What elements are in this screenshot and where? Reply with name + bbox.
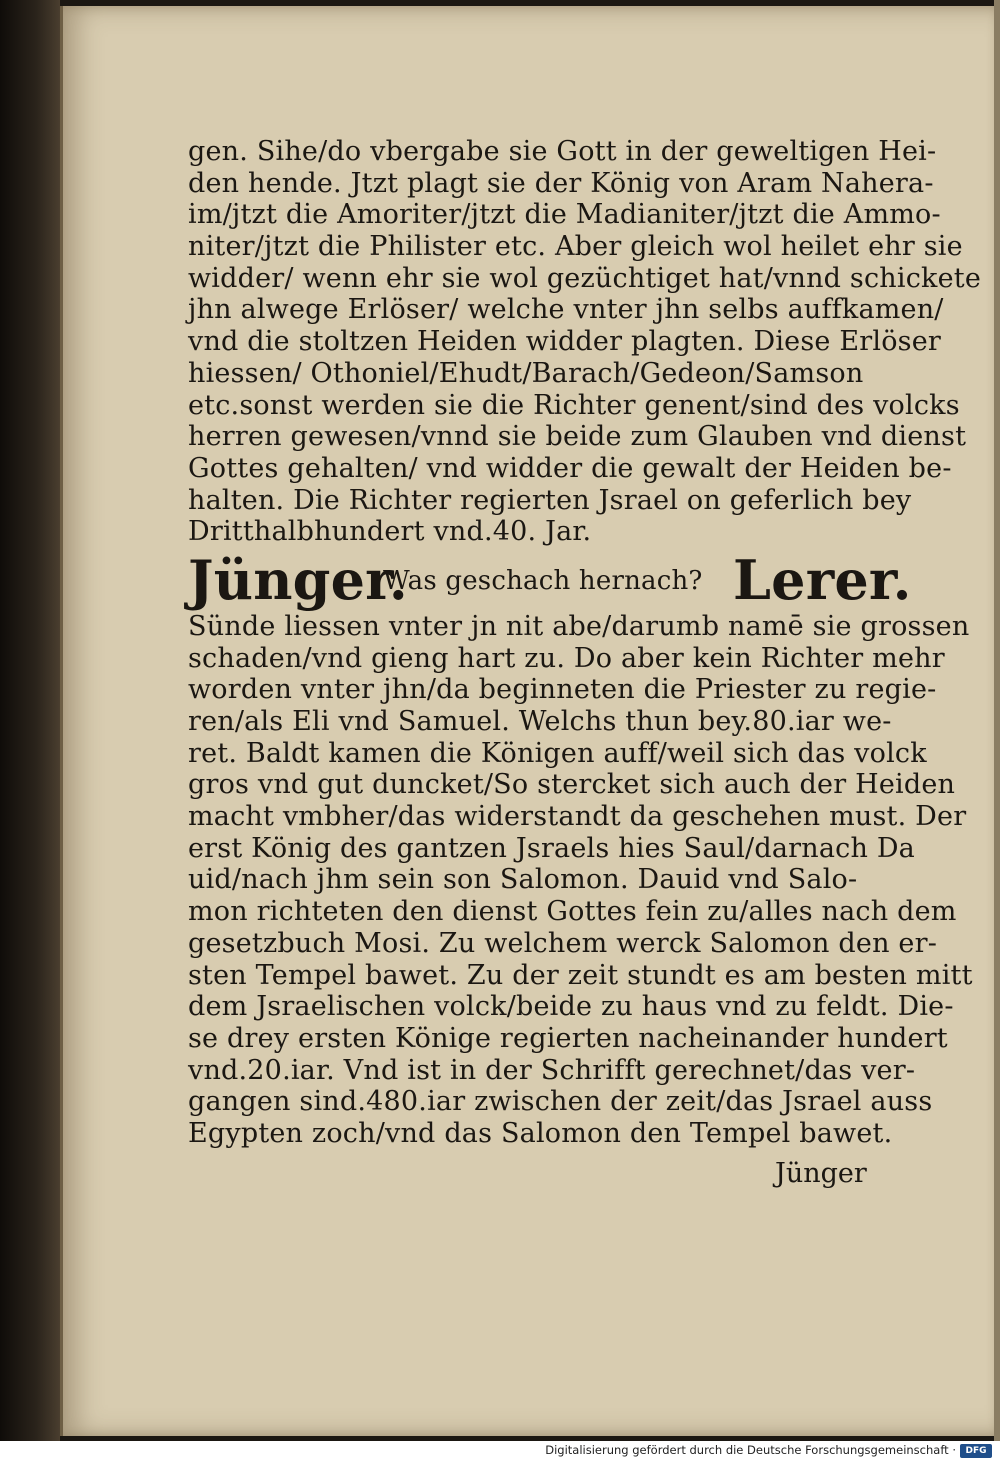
footer-bar — [0, 1441, 1000, 1461]
text-line: gesetzbuch Mosi. Zu welchem werck Salomon den er- — [188, 927, 938, 959]
text-line: jhn alwege Erlöser/ welche vnter jhn selbs auffkamen/ — [188, 294, 944, 326]
text-line: Dritthalbhundert vnd.40. Jar. — [188, 516, 592, 548]
text-line: mon richteten den dienst Gottes fein zu/alles nach dem — [188, 896, 957, 928]
text-line: herren gewesen/vnnd sie beide zum Glauben vnd dienst — [188, 421, 967, 453]
text-line: ret. Baldt kamen die Königen auff/weil sich das volck — [188, 737, 927, 769]
text-line: macht vmbher/das widerstandt da geschehen must. Der — [188, 801, 967, 833]
question-text: Was geschach hernach? — [383, 565, 703, 596]
text-line: sten Tempel bawet. Zu der zeit stundt es am besten mitt — [188, 959, 973, 991]
text-line: se drey ersten Könige regierten nacheinander hundert — [188, 1022, 948, 1054]
catchword: Jünger — [775, 1158, 867, 1189]
text-line: dem Jsraelischen volck/beide zu haus vnd zu feldt. Die- — [188, 991, 954, 1023]
text-line: gangen sind.480.iar zwischen der zeit/das Jsrael auss — [188, 1086, 933, 1118]
paragraph-top — [188, 136, 982, 548]
text-line: schaden/vnd gieng hart zu. Do aber kein Richter mehr — [188, 642, 945, 674]
text-line: gen. Sihe/do vbergabe sie Gott in der geweltigen Hei- — [188, 136, 937, 167]
text-line: vnd.20.iar. Vnd ist in der Schrifft gerechnet/das ver- — [188, 1054, 916, 1086]
text-line: Egypten zoch/vnd das Salomon den Tempel bawet. — [188, 1117, 893, 1149]
text-line: etc.sonst werden sie die Richter genent/sind des volcks — [188, 389, 960, 421]
text-line: den hende. Jtzt plagt sie der König von Aram Nahera- — [188, 167, 934, 199]
page-text — [188, 136, 982, 1150]
speaker-teacher: Lerer. — [733, 547, 912, 612]
text-line: niter/jtzt die Philister etc. Aber gleich wol heilet ehr sie — [188, 231, 963, 263]
dfg-logo[interactable]: DFG — [960, 1444, 992, 1458]
speaker-disciple: Jünger. — [188, 547, 408, 612]
text-line: worden vnter jhn/da beginneten die Priester zu regie- — [188, 674, 937, 706]
funding-credit: Digitalisierung gefördert durch die Deutsche Forschungsgemeinschaft · — [545, 1443, 956, 1457]
text-line: halten. Die Richter regierten Jsrael on geferlich bey — [188, 484, 912, 516]
text-line: im/jtzt die Amoriter/jtzt die Madianiter/jtzt die Ammo- — [188, 199, 941, 231]
text-line: widder/ wenn ehr sie wol gezüchtiget hat/vnnd schickete — [188, 262, 982, 294]
paragraph-bottom — [188, 610, 973, 1150]
text-line: Sünde liessen vnter jn nit abe/darumb namē sie grossen — [188, 610, 970, 642]
page-edge — [994, 0, 1000, 1441]
dialogue-heading — [188, 547, 912, 612]
text-line: hiessen/ Othoniel/Ehudt/Barach/Gedeon/Samson — [188, 357, 864, 389]
text-line: vnd die stoltzen Heiden widder plagten. Diese Erlöser — [188, 326, 941, 358]
book-spine-edge — [0, 0, 60, 1441]
text-line: erst König des gantzen Jsraels hies Saul/darnach Da — [188, 832, 915, 864]
text-line: ren/als Eli vnd Samuel. Welchs thun bey.80.iar we- — [188, 706, 892, 737]
text-line: uid/nach jhm sein son Salomon. Dauid vnd Salo- — [188, 864, 858, 896]
text-line: gros vnd gut duncket/So stercket sich auch der Heiden — [188, 769, 956, 801]
text-line: Gottes gehalten/ vnd widder die gewalt der Heiden be- — [188, 452, 952, 484]
